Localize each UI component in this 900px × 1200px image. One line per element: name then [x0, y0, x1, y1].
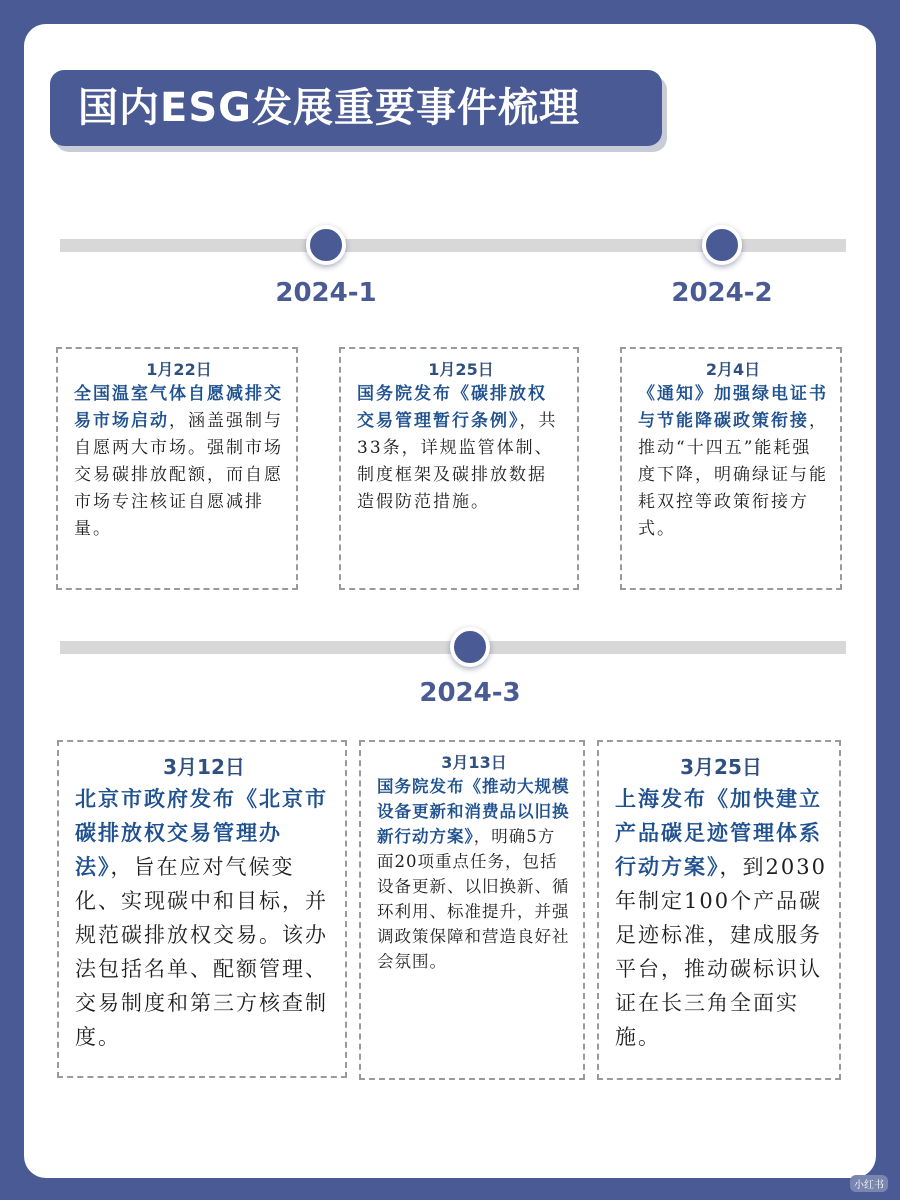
event-description: [377, 774, 571, 974]
timeline-date-2024-1: 2024-1: [275, 278, 377, 308]
event-highlight: 全国温室气体自愿减排交易市场启动: [74, 384, 283, 431]
event-highlight: 《通知》加强绿电证书与节能降碳政策衔接: [638, 384, 828, 431]
event-description: [638, 381, 828, 543]
event-card-feb4: [620, 347, 842, 590]
event-text: ，涵盖强制与自愿两大市场。强制市场交易碳排放配额，而自愿市场专注核证自愿减排量。: [74, 411, 283, 539]
event-highlight: 国务院发布《推动大规模设备更新和消费品以旧换新行动方案》: [377, 777, 570, 846]
timeline-date-2024-3: 2024-3: [419, 678, 521, 708]
event-description: [357, 381, 565, 516]
event-text: ，共33条，详规监管体制、制度框架及碳排放数据造假防范措施。: [357, 411, 558, 512]
event-date: 2月4日: [705, 360, 761, 379]
event-text: ，推动“十四五”能耗强度下降，明确绿证与能耗双控等政策衔接方式。: [638, 411, 828, 539]
watermark-logo: 小红书: [850, 1175, 888, 1192]
event-text: ，到2030年制定100个产品碳足迹标准，建成服务平台，推动碳标识认证在长三角全面实施。: [615, 855, 827, 1049]
event-description: [615, 782, 827, 1054]
event-card-jan25: [339, 347, 579, 590]
timeline-dot-2024-1: [306, 225, 346, 265]
timeline-date-2024-2: 2024-2: [671, 278, 773, 308]
event-text: ，旨在应对气候变化、实现碳中和目标，并规范碳排放权交易。该办法包括名单、配额管理、交易制度和第三方核查制度。: [75, 855, 328, 1049]
event-highlight: 上海发布《加快建立产品碳足迹管理体系行动方案》: [615, 786, 822, 879]
event-card-jan22: [56, 347, 298, 590]
event-date: 1月22日: [146, 360, 212, 379]
event-description: [74, 381, 284, 543]
event-date: 3月13日: [441, 753, 507, 772]
event-card-mar13: [359, 740, 585, 1080]
event-date: 1月25日: [428, 360, 494, 379]
page-title: 国内ESG发展重要事件梳理: [50, 70, 662, 146]
timeline-dot-2024-2: [702, 225, 742, 265]
event-date: 3月12日: [163, 755, 245, 779]
event-date: 3月25日: [680, 755, 762, 779]
event-highlight: 北京市政府发布《北京市碳排放权交易管理办法》: [75, 786, 328, 879]
event-text: ，明确5方面20项重点任务，包括设备更新、以旧换新、循环利用、标准提升，并强调政策保障和营造良好社会氛围。: [377, 827, 570, 971]
event-card-mar25: [597, 740, 841, 1080]
event-card-mar12: [57, 740, 347, 1078]
event-highlight: 国务院发布《碳排放权交易管理暂行条例》: [357, 384, 547, 431]
event-description: [75, 782, 333, 1054]
timeline-dot-2024-3: [450, 627, 490, 667]
